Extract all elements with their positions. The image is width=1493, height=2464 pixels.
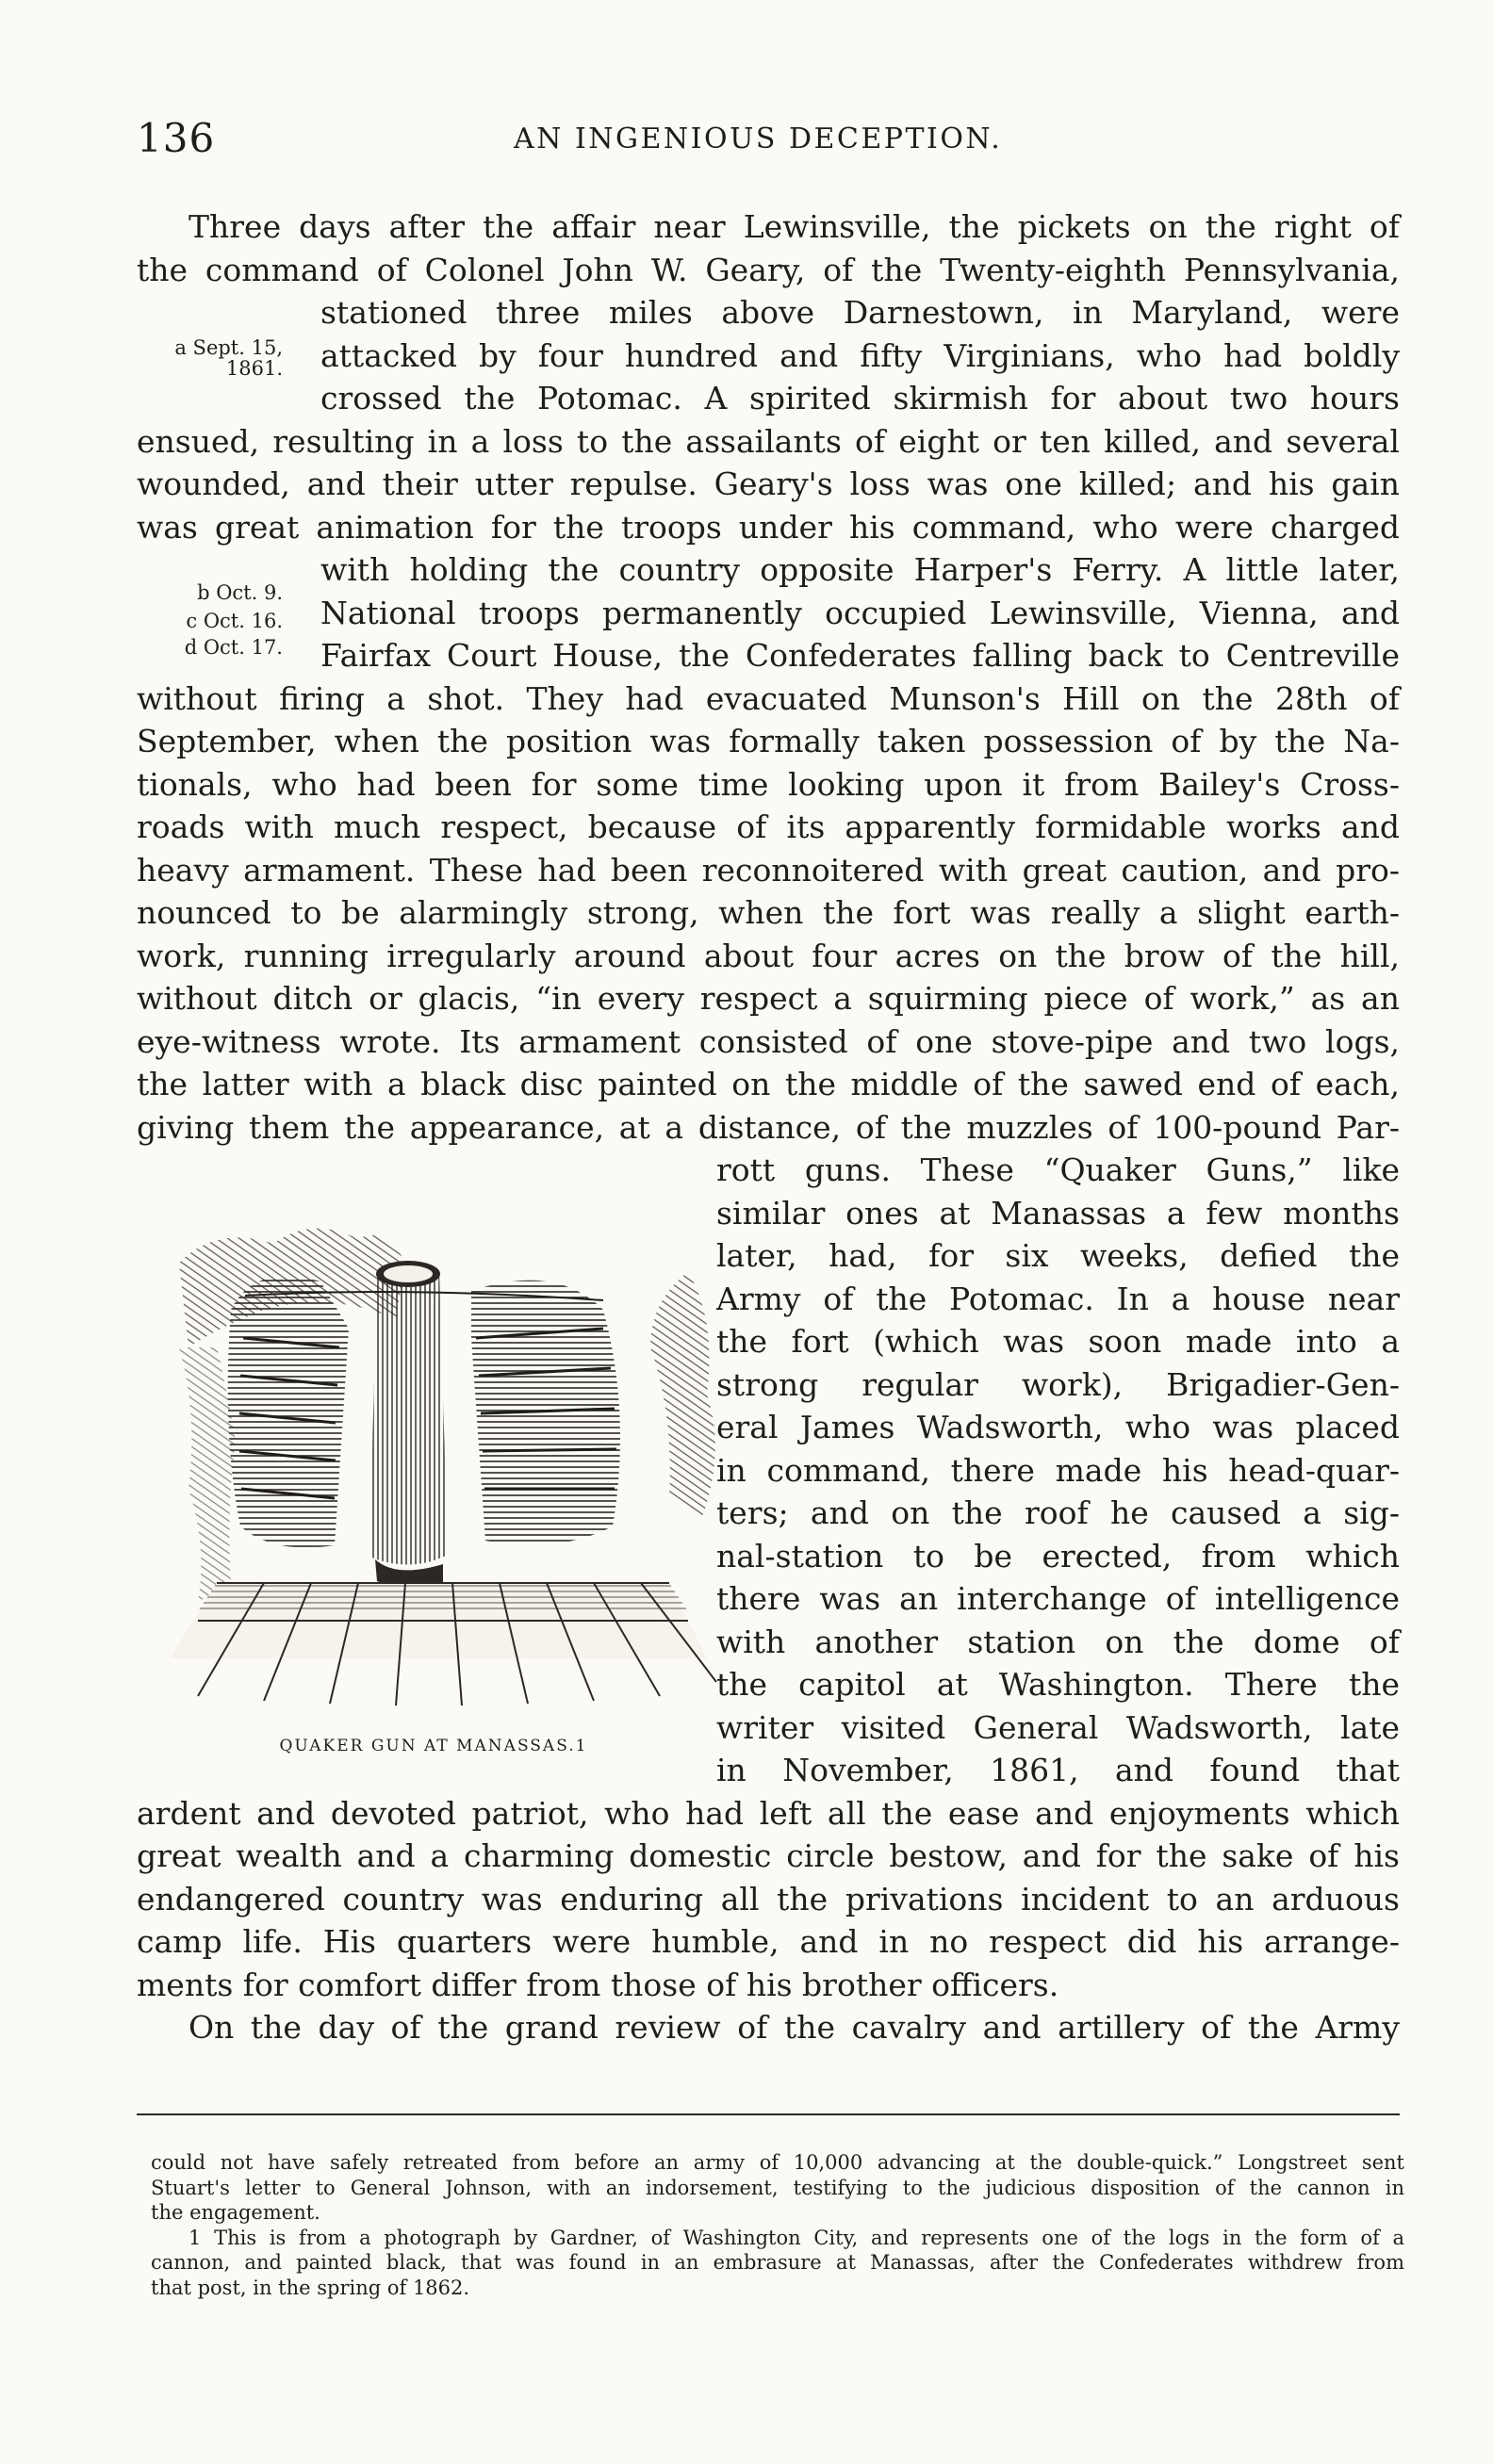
text-line: September, when the position was formally taken possession of by the Na- — [137, 723, 1400, 759]
text-line: there was an interchange of intelligence — [716, 1580, 1400, 1617]
text-line: was great animation for the troops under his command, who were charged — [137, 508, 1400, 546]
footnote-line: could not have safely retreated from before an army of 10,000 advancing at the double-quick.” Longstreet sent — [151, 2151, 1404, 2174]
margin-note-oct-17: d Oct. 17. — [184, 636, 283, 659]
footnote-line: that post, in the spring of 1862. — [151, 2276, 470, 2299]
text-line: the command of Colonel John W. Geary, of the Twenty-eighth Pennsylvania, — [137, 251, 1400, 288]
text-line: with another station on the dome of — [716, 1623, 1400, 1660]
text-line: giving them the appearance, at a distance, of the muzzles of 100-pound Par- — [137, 1108, 1400, 1146]
footnote-line: Stuart's letter to General Johnson, with an indorsement, testifying to the judicious disposition of the cannon in — [151, 2176, 1404, 2199]
text-line: National troops permanently occupied Lewinsville, Vienna, and — [320, 594, 1400, 631]
text-line: in November, 1861, and found that — [716, 1752, 1400, 1788]
text-line: nal-station to be erected, from which — [716, 1537, 1400, 1575]
margin-note-oct-9: b Oct. 9. — [197, 581, 283, 604]
text-line: nounced to be alarmingly strong, when the fort was really a slight earth- — [137, 894, 1400, 931]
engraving-image — [160, 1206, 726, 1720]
text-line: crossed the Potomac. A spirited skirmish for about two hours — [320, 380, 1400, 416]
text-line: wounded, and their utter repulse. Geary's loss was one killed; and his gain — [137, 465, 1400, 502]
text-line: rott guns. These “Quaker Guns,” like — [716, 1151, 1400, 1188]
footnote-line: the engagement. — [151, 2201, 320, 2224]
text-line: stationed three miles above Darnestown, in Maryland, were — [320, 294, 1400, 331]
quaker-gun-illustration — [160, 1206, 726, 1720]
text-line: great wealth and a charming domestic circle bestow, and for the sake of his — [137, 1837, 1400, 1874]
text-line: writer visited General Wadsworth, late — [716, 1708, 1400, 1746]
footnote-line: 1 This is from a photograph by Gardner, of Washington City, and represents one of the logs in the form of a — [189, 2226, 1404, 2249]
text-line: heavy armament. These had been reconnoitered with great caution, and pro- — [137, 851, 1400, 889]
text-line: tionals, who had been for some time looking upon it from Bailey's Cross- — [137, 765, 1400, 803]
text-line: endangered country was enduring all the privations incident to an arduous — [137, 1880, 1400, 1917]
margin-note-sept-15: a Sept. 15, 1861. — [174, 336, 283, 380]
page-header — [137, 115, 1400, 162]
body-text — [137, 205, 1400, 2049]
text-line: the capitol at Washington. There the — [716, 1666, 1400, 1703]
text-line: without firing a shot. They had evacuated Munson's Hill on the 28th of — [137, 679, 1400, 717]
text-line: ardent and devoted patriot, who had left all the ease and enjoyments which — [137, 1794, 1400, 1832]
text-line: with holding the country opposite Harper's Ferry. A little later, — [320, 551, 1400, 588]
page-number: 136 — [137, 115, 216, 161]
footnote-divider — [137, 2113, 1400, 2115]
text-line: similar ones at Manassas a few months — [716, 1194, 1400, 1232]
margin-note-oct-16: c Oct. 16. — [186, 610, 283, 632]
text-line: eye-witness wrote. Its armament consisted of one stove-pipe and two logs, — [137, 1022, 1400, 1060]
text-line: Three days after the affair near Lewinsville, the pickets on the right of — [189, 208, 1400, 245]
text-line: roads with much respect, because of its apparently formidable works and — [137, 808, 1400, 845]
text-line: ters; and on the roof he caused a sig- — [716, 1494, 1400, 1531]
text-line: attacked by four hundred and fifty Virginians, who had boldly — [320, 336, 1400, 374]
text-line: strong regular work), Brigadier-Gen- — [716, 1365, 1400, 1403]
text-line: work, running irregularly around about four acres on the brow of the hill, — [137, 937, 1400, 974]
text-line: eral James Wadsworth, who was placed — [716, 1409, 1400, 1445]
text-line: later, had, for six weeks, defied the — [716, 1237, 1400, 1274]
text-line: without ditch or glacis, “in every respect a squirming piece of work,” as an — [137, 980, 1400, 1017]
footnotes — [151, 2150, 1404, 2300]
footnote-line: cannon, and painted black, that was found in an embrasure at Manassas, after the Confederates withdrew from — [151, 2251, 1404, 2274]
running-title: AN INGENIOUS DECEPTION. — [514, 122, 1003, 155]
text-line: Fairfax Court House, the Confederates falling back to Centreville — [320, 637, 1400, 674]
figure-caption: QUAKER GUN AT MANASSAS.1 — [279, 1737, 588, 1755]
text-line: ensued, resulting in a loss to the assailants of eight or ten killed, and several — [137, 422, 1400, 460]
text-line: Army of the Potomac. In a house near — [716, 1280, 1400, 1317]
text-line: in command, there made his head-quar- — [716, 1451, 1400, 1489]
text-line: ments for comfort differ from those of his brother officers. — [137, 1966, 1059, 2003]
text-line: On the day of the grand review of the cavalry and artillery of the Army — [189, 2009, 1400, 2046]
text-line: camp life. His quarters were humble, and in no respect did his arrange- — [137, 1923, 1400, 1960]
text-line: the latter with a black disc painted on the middle of the sawed end of each, — [137, 1066, 1400, 1102]
text-line: the fort (which was soon made into a — [716, 1323, 1400, 1360]
